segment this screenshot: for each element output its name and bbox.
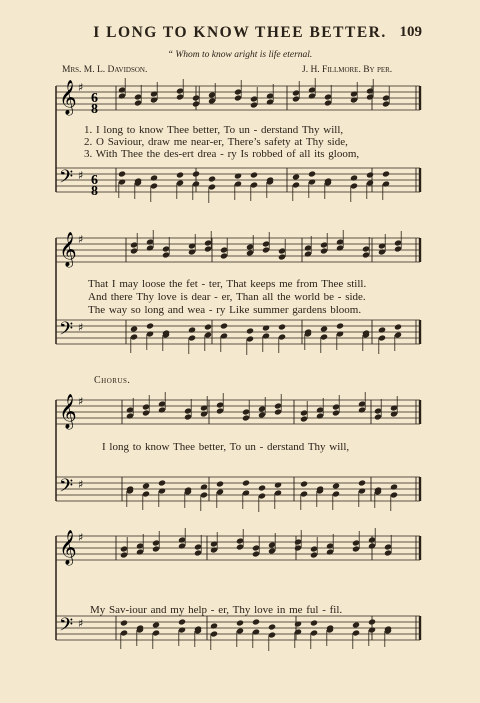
time-sig-bottom: 8 (91, 184, 98, 199)
time-signature-treble (91, 91, 98, 117)
note-head (320, 325, 328, 332)
sharp-icon: ♯ (78, 233, 84, 246)
note-head (118, 170, 126, 177)
time-signature-bass (91, 173, 98, 199)
note-head (382, 170, 390, 177)
bass-clef-icon: 𝄢 (59, 167, 74, 192)
note-head (292, 173, 300, 180)
note-head (146, 322, 154, 329)
time-sig-bottom: 8 (91, 102, 98, 117)
sharp-icon: ♯ (78, 478, 84, 491)
time-sig-top: 6 (91, 173, 98, 188)
note-head (176, 171, 184, 178)
sharp-icon: ♯ (78, 321, 84, 334)
note-head (246, 327, 254, 334)
note-head (262, 324, 270, 331)
lyric-verse-2-line-2: And there Thy love is dear - er, Than all the world be - side. (88, 291, 366, 303)
note-head (394, 323, 402, 330)
bass-clef-icon: 𝄢 (59, 615, 74, 640)
note-head (352, 621, 360, 628)
treble-clef-icon: 𝄞 (59, 394, 77, 429)
bass-clef-icon: 𝄢 (59, 476, 74, 501)
note-head (188, 326, 196, 333)
sharp-icon: ♯ (78, 531, 84, 544)
sharp-icon: ♯ (78, 395, 84, 408)
lyric-verse-3: 3. With Thee the des-ert drea - ry Is robbed of all its gloom, (84, 148, 360, 160)
epigraph: “ Whom to know aright is life eternal. (167, 50, 313, 60)
note-head (332, 482, 340, 489)
note-head (178, 618, 186, 625)
note-head (150, 174, 158, 181)
lyricist-credit: Mrs. M. L. Davidson. (62, 65, 148, 75)
treble-clef-icon: 𝄞 (59, 80, 77, 115)
note-head (336, 322, 344, 329)
note-head (366, 171, 374, 178)
note-head (220, 322, 228, 329)
staff-systems (56, 78, 420, 651)
treble-clef-icon: 𝄞 (59, 530, 77, 565)
note-head (142, 482, 150, 489)
note-head (234, 172, 242, 179)
note-head (130, 325, 138, 332)
lyric-chorus-line-1: I long to know Thee better, To un - derstand Thy will, (102, 441, 350, 453)
note-head (242, 479, 250, 486)
bass-clef-icon: 𝄢 (59, 319, 74, 344)
sharp-icon: ♯ (78, 169, 84, 182)
note-head (378, 326, 386, 333)
sharp-icon: ♯ (78, 81, 84, 94)
note-head (216, 480, 224, 487)
note-head (310, 619, 318, 626)
note-head (208, 175, 216, 182)
lyric-verse-1-line-2: That I may loose the fet - ter, That keeps me from Thee still. (88, 278, 367, 290)
note-head (210, 622, 218, 629)
lyric-verse-3-line-2: The way so long and wea - ry Like summer gardens bloom. (88, 304, 362, 316)
note-head (258, 484, 266, 491)
note-head (158, 479, 166, 486)
note-head (152, 621, 160, 628)
page-number: 109 (399, 24, 422, 40)
sharp-icon: ♯ (78, 617, 84, 630)
note-head (294, 620, 302, 627)
note-head (300, 480, 308, 487)
note-head (204, 323, 212, 330)
chorus-label: Chorus. (94, 375, 131, 386)
note-head (236, 619, 244, 626)
composer-credit: J. H. Fillmore. By per. (302, 65, 393, 75)
lyric-chorus-line-2: My Sav-iour and my help - er, Thy love in me ful - fil. (90, 604, 343, 616)
note-head (350, 174, 358, 181)
note-head (268, 623, 276, 630)
note-head (278, 323, 286, 330)
note-head (200, 483, 208, 490)
lyric-verse-1: 1. I long to know Thee better, To un - derstand Thy will, (84, 124, 344, 136)
hymn-title: I LONG TO KNOW THEE BETTER. (93, 24, 387, 41)
lyric-verse-2: 2. O Saviour, draw me near-er, There’s safety at Thy side, (84, 136, 348, 148)
note-head (120, 619, 128, 626)
note-head (252, 618, 260, 625)
treble-clef-icon: 𝄞 (59, 232, 77, 267)
note-head (308, 170, 316, 177)
note-head (192, 170, 200, 177)
note-head (274, 481, 282, 488)
time-sig-top: 6 (91, 91, 98, 106)
note-head (390, 483, 398, 490)
note-head (250, 171, 258, 178)
note-head (368, 618, 376, 625)
note-head (358, 479, 366, 486)
